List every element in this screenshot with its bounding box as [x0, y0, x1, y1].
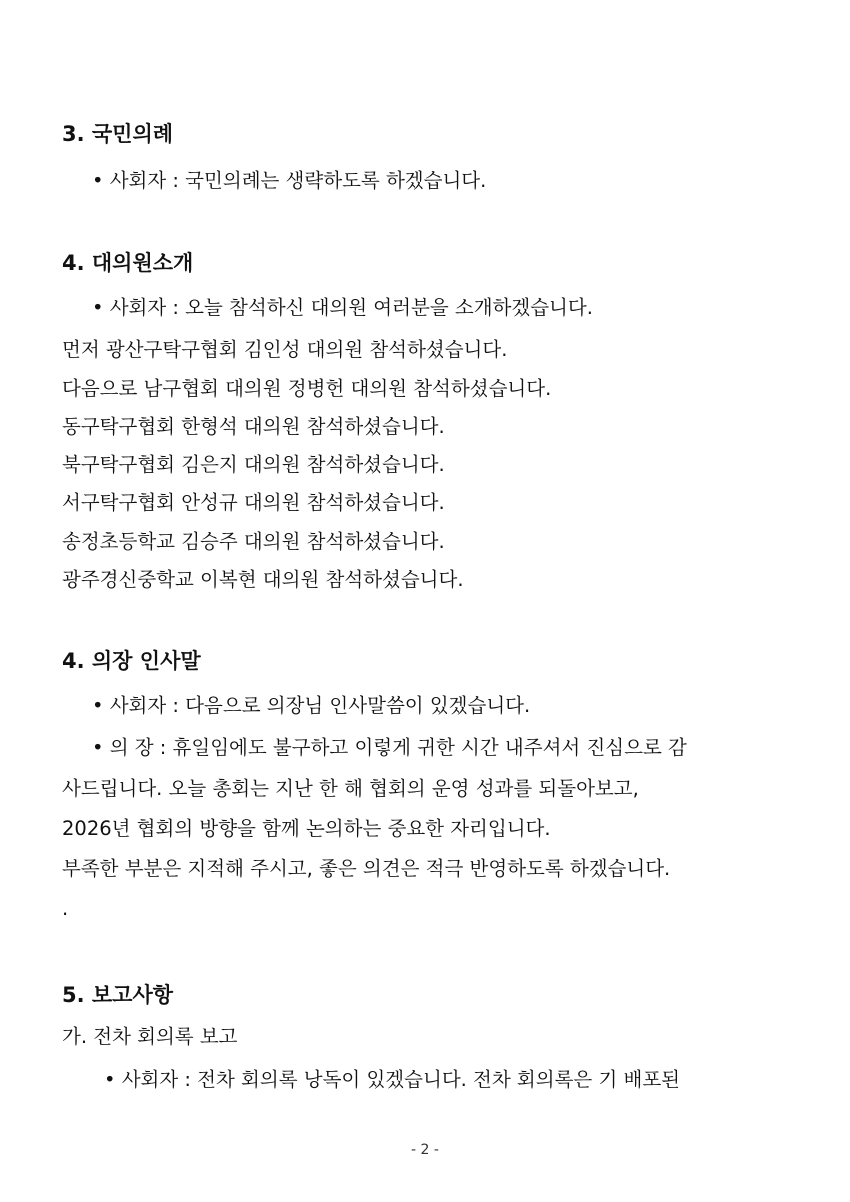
section-heading-national-ceremony: 3. 국민의례 [62, 122, 174, 146]
paragraph-line: . [62, 897, 69, 920]
paragraph-line: 부족한 부분은 지적해 주시고, 좋은 의견은 적극 반영하도록 하겠습니다. [62, 857, 671, 880]
paragraph-line: • 사회자 : 전차 회의록 낭독이 있겠습니다. 전차 회의록은 기 배포된 [104, 1068, 681, 1091]
paragraph-line: 사드립니다. 오늘 총회는 지난 한 해 협회의 운영 성과를 되돌아보고, [62, 777, 639, 800]
paragraph-line: • 의 장 : 휴일임에도 불구하고 이렇게 귀한 시간 내주셔서 진심으로 감 [92, 736, 687, 759]
paragraph-line: 2026년 협회의 방향을 함께 논의하는 중요한 자리입니다. [62, 817, 551, 840]
paragraph-line: • 사회자 : 국민의례는 생략하도록 하겠습니다. [92, 169, 487, 192]
page-number: - 2 - [411, 1142, 439, 1158]
paragraph-line: 동구탁구협회 한형석 대의원 참석하셨습니다. [62, 415, 445, 438]
section-heading-report: 5. 보고사항 [62, 983, 174, 1007]
paragraph-line: 송정초등학교 김승주 대의원 참석하셨습니다. [62, 530, 445, 553]
section-heading-chair-greeting: 4. 의장 인사말 [62, 649, 201, 673]
section-heading-delegate-intro: 4. 대의원소개 [62, 251, 194, 275]
paragraph-line: 가. 전차 회의록 보고 [62, 1025, 238, 1048]
paragraph-line: 광주경신중학교 이복현 대의원 참석하셨습니다. [62, 568, 464, 591]
paragraph-line: 북구탁구협회 김은지 대의원 참석하셨습니다. [62, 453, 445, 476]
paragraph-line: 먼저 광산구탁구협회 김인성 대의원 참석하셨습니다. [62, 338, 508, 361]
paragraph-line: • 사회자 : 오늘 참석하신 대의원 여러분을 소개하겠습니다. [92, 296, 593, 319]
paragraph-line: 다음으로 남구협회 대의원 정병헌 대의원 참석하셨습니다. [62, 377, 552, 400]
paragraph-line: 서구탁구협회 안성규 대의원 참석하셨습니다. [62, 491, 445, 514]
paragraph-line: • 사회자 : 다음으로 의장님 인사말씀이 있겠습니다. [92, 694, 531, 717]
